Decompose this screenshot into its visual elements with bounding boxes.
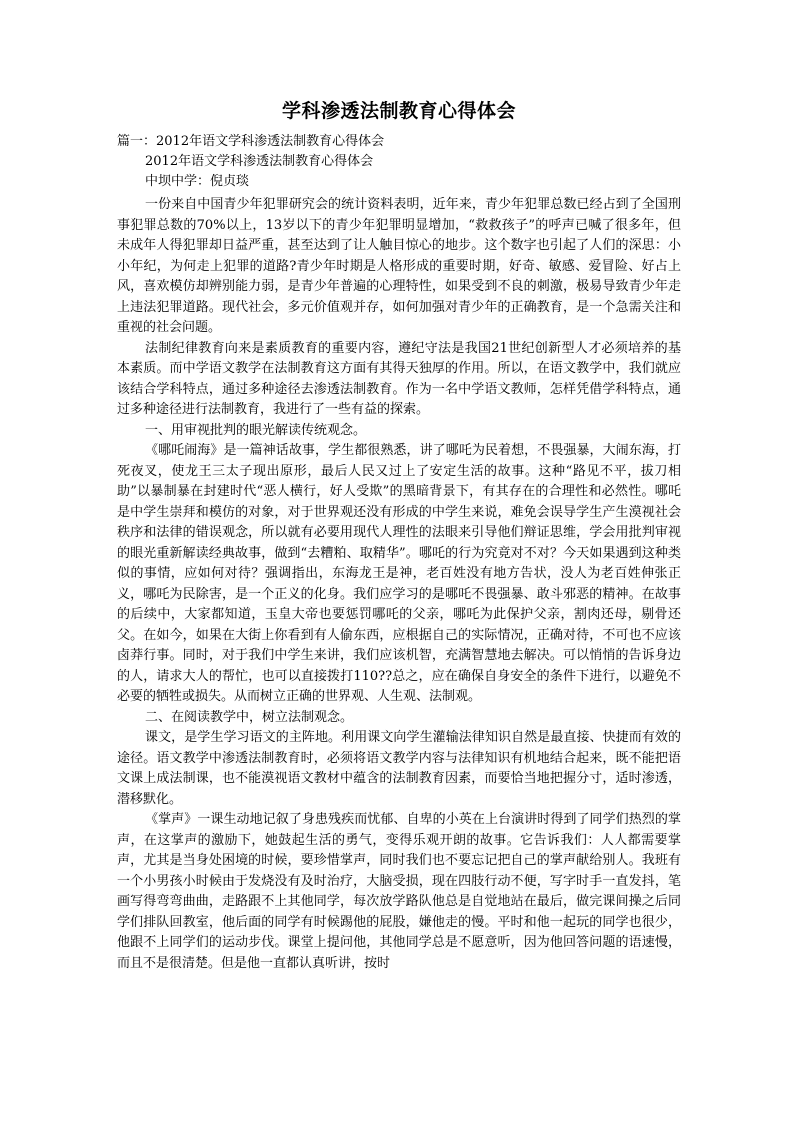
subheading-paragraph: 二、在阅读教学中，树立法制观念。 — [145, 709, 354, 725]
body-paragraph: 《哪吒闹海》是一篇神话故事，学生都很熟悉，讲了哪吒为民着想，不畏强暴，大闹东海，打死夜叉，使龙王三太子现出原形，最后人民又过上了安定生活的故事。这种“路见不平，拔刀相助”以暴制暴在封建时代“恶人横行，好人受欺”的黑暗背景下，有其存在的合理性和必然性。哪吒是中学生崇拜和模仿的对象，对于世界观还没有形成的中学生来说，难免会误导学生产生漠视社会秩序和法律的错误观念，所以就有必要用现代人理性的法眼来引导他们辩证思维，学会用批判审视的眼光重新解读经典故事，做到“去糟粕、取精华”。哪吒的行为究竟对不对？今天如果遇到这种类似的事情，应如何对待？强调指出，东海龙王是神，老百姓没有地方告状，没人为老百姓伸张正义，哪吒为民除害，是一个正义的化身。我们应学习的是哪吒不畏强暴、敢斗邪恶的精神。在故事的后续中，大家都知道，玉皇大帝也要惩罚哪吒的父亲，哪吒为此保护父亲，割肉还母，剔骨还父。在如今，如果在大街上你看到有人偷东西，应根据自己的实际情况，正确对待，不可也不应该卤莽行事。同时，对于我们中学生来讲，我们应该机智，充满智慧地去解决。可以悄悄的告诉身边的人，请求大人的帮忙，也可以直接拨打110??总之，应在确保自身安全的条件下进行，以避免不必要的牺牲或损失。从而树立正确的世界观、人生观、法制观。 — [117, 443, 681, 704]
body-paragraph: 课文，是学生学习语文的主阵地。利用课文向学生灌输法律知识自然是最直接、快捷而有效的途径。语文教学中渗透法制教育时，必须将语文教学内容与法律知识有机地结合起来，既不能把语文课上成法制课，也不能漠视语文教材中蕴含的法制教育因素，而要恰当地把握分寸，适时渗透，潜移默化。 — [117, 730, 681, 807]
document-page — [117, 98, 681, 974]
document-title: 学科渗透法制教育心得体会 — [281, 100, 516, 122]
body-paragraph: 《掌声》一课生动地记叙了身患残疾而忧郁、自卑的小英在上台演讲时得到了同学们热烈的掌声，在这掌声的激励下，她鼓起生活的勇气，变得乐观开朗的故事。它告诉我们：人人都需要掌声，尤其是当身处困境的时候，要珍惜掌声，同时我们也不要忘记把自己的掌声献给别人。我班有一个小男孩小时候由于发烧没有及时治疗，大脑受损，现在四肢行动不便，写字时手一直发抖，笔画写得弯弯曲曲，走路跟不上其他同学，每次放学路队他总是自觉地站在最后，做完课间操之后同学们排队回教室，他后面的同学有时候踢他的屁股，嫌他走的慢。平时和他一起玩的同学也很少，他跟不上同学们的运动步伐。课堂上提问他，其他同学总是不愿意听，因为他回答问题的语速慢，而且不是很清楚。但是他一直都认真听讲，按时 — [117, 812, 681, 971]
section-heading: 篇一：2012年语文学科渗透法制教育心得体会 — [117, 134, 385, 149]
author-line: 中坝中学：倪贞琰 — [145, 174, 250, 189]
body-paragraph: 一份来自中国青少年犯罪研究会的统计资料表明，近年来，青少年犯罪总数已经占到了全国刑事犯罪总数的70%以上，13岁以下的青少年犯罪明显增加，“救救孩子”的呼声已喊了很多年，但未成年人得犯罪却日益严重，甚至达到了让人触目惊心的地步。这个数字也引起了人们的深思：小小年纪，为何走上犯罪的道路?青少年时期是人格形成的重要时期，好奇、敏感、爱冒险、好占上风，喜欢模仿却辨别能力弱，是青少年普遍的心理特性，如果受到不良的刺激，极易导致青少年走上违法犯罪道路。现代社会，多元价值观并存，如何加强对青少年的正确教育，是一个急需关注和重视的社会问题。 — [117, 197, 681, 335]
body-paragraph: 法制纪律教育向来是素质教育的重要内容，遵纪守法是我国21世纪创新型人才必须培养的基本素质。而中学语文教学在法制教育这方面有其得天独厚的作用。所以，在语文教学中，我们就应该结合学科特点，通过多种途径去渗透法制教育。作为一名中学语文教师，怎样凭借学科特点，通过多种途径进行法制教育，我进行了一些有益的探索。 — [117, 340, 681, 417]
subtitle-line: 2012年语文学科渗透法制教育心得体会 — [145, 154, 374, 169]
subheading-paragraph: 一、用审视批判的眼光解读传统观念。 — [145, 422, 367, 438]
